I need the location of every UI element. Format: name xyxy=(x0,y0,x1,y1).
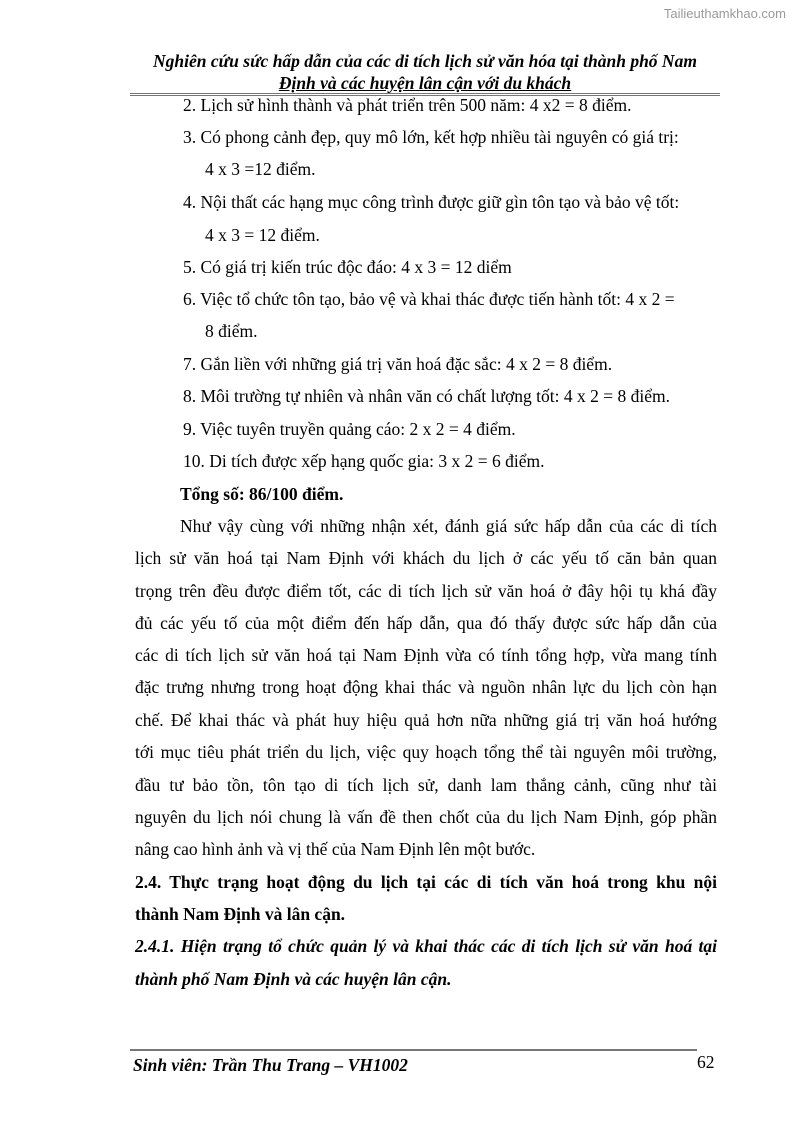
section-heading-cont: thành Nam Định và lân cận. xyxy=(135,904,346,924)
list-item-cont: 8 điểm. xyxy=(205,321,258,341)
list-item: 5. Có giá trị kiến trúc độc đáo: 4 x 3 = 12 diểm xyxy=(183,257,512,277)
list-item: 9. Việc tuyên truyền quảng cáo: 2 x 2 = 4 điểm. xyxy=(183,419,516,439)
list-item: 3. Có phong cảnh đẹp, quy mô lớn, kết hợp nhiều tài nguyên có giá trị: xyxy=(183,127,679,147)
paragraph-line: chế. Để khai thác và phát huy hiệu quả hơn nữa những giá trị văn hoá hướng xyxy=(135,710,717,730)
list-item: 8. Môi trường tự nhiên và nhân văn có chất lượng tốt: 4 x 2 = 8 điểm. xyxy=(183,386,670,406)
footer-rule xyxy=(130,1049,697,1051)
header-line-1: Nghiên cứu sức hấp dẫn của các di tích lịch sử văn hóa tại thành phố Nam xyxy=(153,51,697,71)
watermark: Tailieuthamkhao.com xyxy=(663,6,786,21)
list-item-cont: 4 x 3 = 12 điểm. xyxy=(205,225,320,245)
paragraph-line: đủ các yếu tố của một điểm đến hấp dẫn, qua đó thấy được sức hấp dẫn của xyxy=(135,613,717,633)
header-line-2: Định và các huyện lân cận với du khách xyxy=(278,73,572,93)
list-item: 2. Lịch sử hình thành và phát triển trên 500 năm: 4 x2 = 8 điểm. xyxy=(183,95,632,115)
subsection-heading-cont: thành phố Nam Định và các huyện lân cận. xyxy=(135,969,452,989)
paragraph-line: lịch sử văn hoá tại Nam Định với khách du lịch ở các yếu tố căn bản quan xyxy=(135,548,717,568)
list-item: 10. Di tích được xếp hạng quốc gia: 3 x 2 = 6 điểm. xyxy=(183,451,545,471)
footer-author: Sinh viên: Trần Thu Trang – VH1002 xyxy=(133,1055,408,1075)
paragraph-line: đầu tư bảo tồn, tôn tạo di tích lịch sử, danh lam thắng cảnh, cũng như tài xyxy=(135,775,717,795)
paragraph-line: tới mục tiêu phát triển du lịch, việc quy hoạch tổng thể tài nguyên môi trường, xyxy=(135,742,717,762)
section-heading: 2.4. Thực trạng hoạt động du lịch tại các di tích văn hoá trong khu nội xyxy=(135,872,717,892)
paragraph-line: nâng cao hình ảnh và vị thế của Nam Định lên một bước. xyxy=(135,839,536,859)
paragraph-line: các di tích lịch sử văn hoá tại Nam Định vừa có tính tổng hợp, vừa mang tính xyxy=(135,645,717,665)
paragraph-line: đặc trưng nhưng trong hoạt động khai thác và nguồn nhân lực du lịch còn hạn xyxy=(135,677,717,697)
list-item: 6. Việc tổ chức tôn tạo, bảo vệ và khai thác được tiến hành tốt: 4 x 2 = xyxy=(183,289,675,309)
page-number: 62 xyxy=(697,1052,715,1072)
paragraph-line: trọng trên đều được điểm tốt, các di tích lịch sử văn hoá ở đây hội tụ khá đầy xyxy=(135,581,717,601)
list-item: 7. Gắn liền với những giá trị văn hoá đặc sắc: 4 x 2 = 8 điểm. xyxy=(183,354,613,374)
subsection-heading: 2.4.1. Hiện trạng tổ chức quản lý và khai thác các di tích lịch sử văn hoá tại xyxy=(135,936,717,956)
paragraph-line: nguyên du lịch nói chung là vấn đề then chốt của du lịch Nam Định, góp phần xyxy=(135,807,717,827)
list-item: 4. Nội thất các hạng mục công trình được giữ gìn tôn tạo và bảo vệ tốt: xyxy=(183,192,680,212)
paragraph-line: Như vậy cùng với những nhận xét, đánh giá sức hấp dẫn của các di tích xyxy=(180,516,717,536)
list-item-cont: 4 x 3 =12 điểm. xyxy=(205,159,316,179)
running-header xyxy=(130,50,720,94)
total-score: Tổng số: 86/100 điểm. xyxy=(180,484,344,504)
